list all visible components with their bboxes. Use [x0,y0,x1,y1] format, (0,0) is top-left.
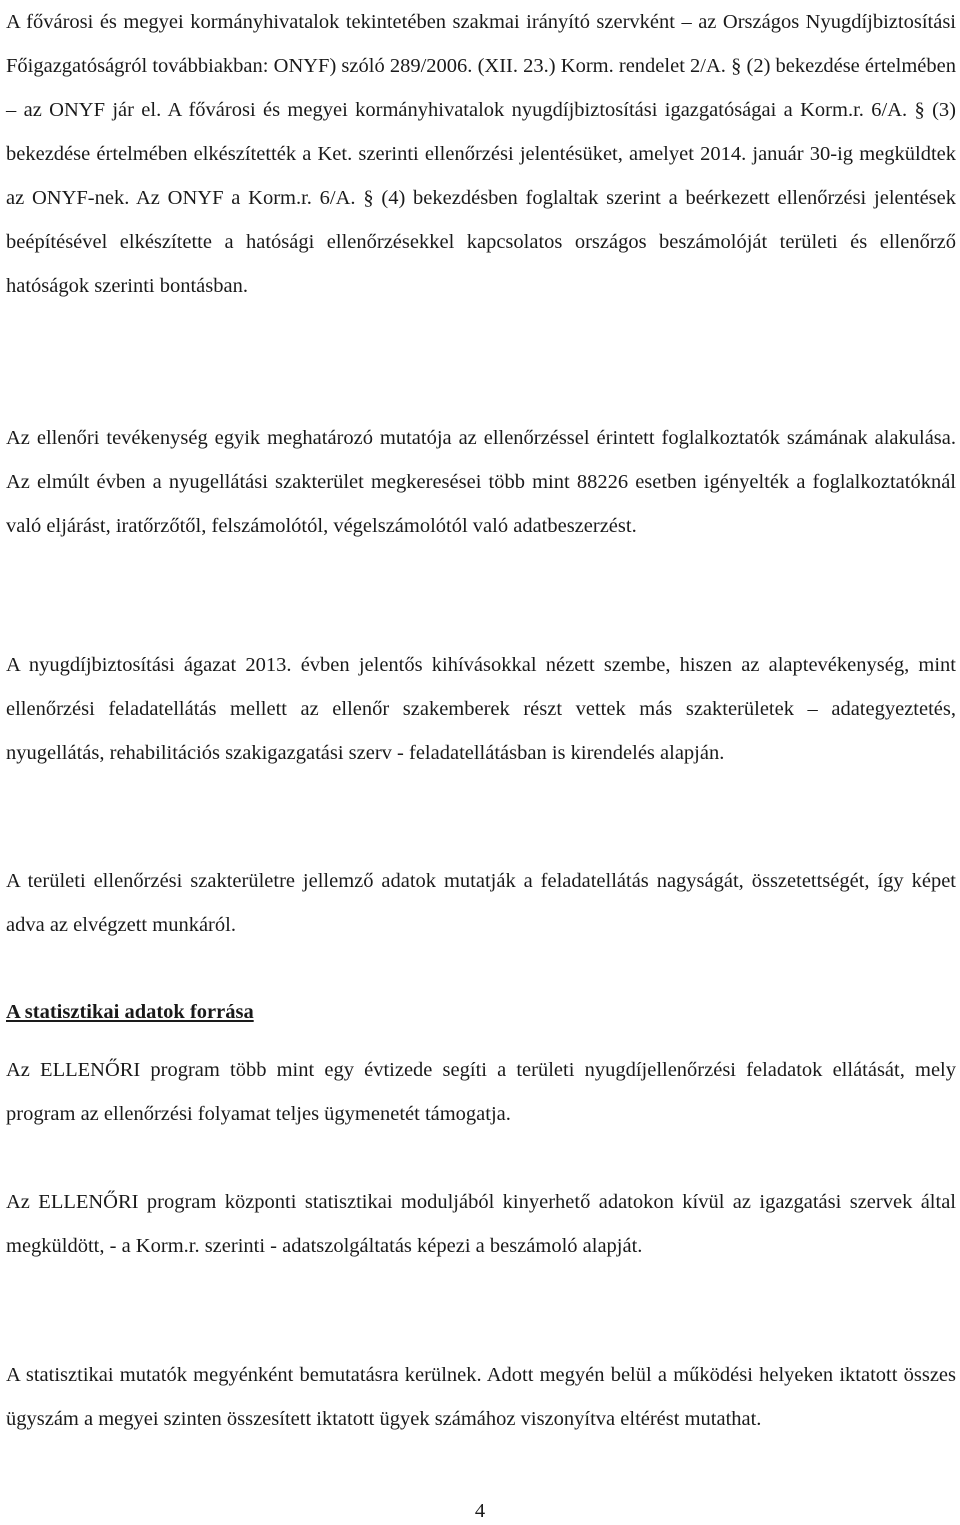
paragraph-territorial-data: A területi ellenőrzési szakterületre jellemző adatok mutatják a feladatellátás nagyságát, összetettségét, így képet adva az elvégzett munkáról. [6,870,956,936]
page-number: 4 [474,1500,486,1522]
paragraph-county-indicators: A statisztikai mutatók megyénként bemutatásra kerülnek. Adott megyén belül a működési helyeken iktatott összes ügyszám a megyei szinten összesített iktatott ügyek számához viszonyítva eltérést mutathat. [6,1364,956,1430]
paragraph-pension-sector-2013: A nyugdíjbiztosítási ágazat 2013. évben jelentős kihívásokkal nézett szembe, hiszen az alaptevékenység, mint ellenőrzési feladatellátás mellett az ellenőr szakemberek részt vettek más szakterületek – adategyeztetés, nyugellátás, rehabilitációs szakigazgatási szerv - feladatellátásban is kirendelés alapján. [6,654,956,764]
paragraph-inspector-activity: Az ellenőri tevékenység egyik meghatározó mutatója az ellenőrzéssel érintett foglalkoztatók számának alakulása. Az elmúlt évben a nyugellátási szakterület megkeresései több mint 88226 esetben igényelték a foglalkoztatóknál való eljárást, iratőrzőtől, felszámolótól, végelszámolótól való adatbeszerzést. [6,427,956,537]
section-heading: A statisztikai adatok forrása [6,1001,254,1023]
paragraph-statistics-module: Az ELLENŐRI program központi statisztikai moduljából kinyerhető adatokon kívül az igazgatási szervek által megküldött, - a Korm.r. szerinti - adatszolgáltatás képezi a beszámoló alapját. [6,1191,956,1257]
paragraph-ellenori-program: Az ELLENŐRI program több mint egy évtizede segíti a területi nyugdíjellenőrzési feladatok ellátását, mely program az ellenőrzési folyamat teljes ügymenetét támogatja. [6,1059,956,1125]
paragraph-onyf-jurisdiction: A fővárosi és megyei kormányhivatalok tekintetében szakmai irányító szervként – az Országos Nyugdíjbiztosítási Főigazgatóságról továbbiakban: ONYF) szóló 289/2006. (XII. 23.) Korm. rendelet 2/A. § (2) bekezdése értelmében – az ONYF jár el. A fővárosi és megyei kormányhivatalok nyugdíjbiztosítási igazgatóságai a Korm.r. 6/A. § (3) bekezdése értelmében elkészítették a Ket. szerinti ellenőrzési jelentésüket, amelyet 2014. január 30-ig megküldtek az ONYF-nek. Az ONYF a Korm.r. 6/A. § (4) bekezdésben foglaltak szerint a beérkezett ellenőrzési jelentések beépítésével elkészítette a hatósági ellenőrzésekkel kapcsolatos országos beszámolóját területi és ellenőrző hatóságok szerinti bontásban. [6,11,956,297]
